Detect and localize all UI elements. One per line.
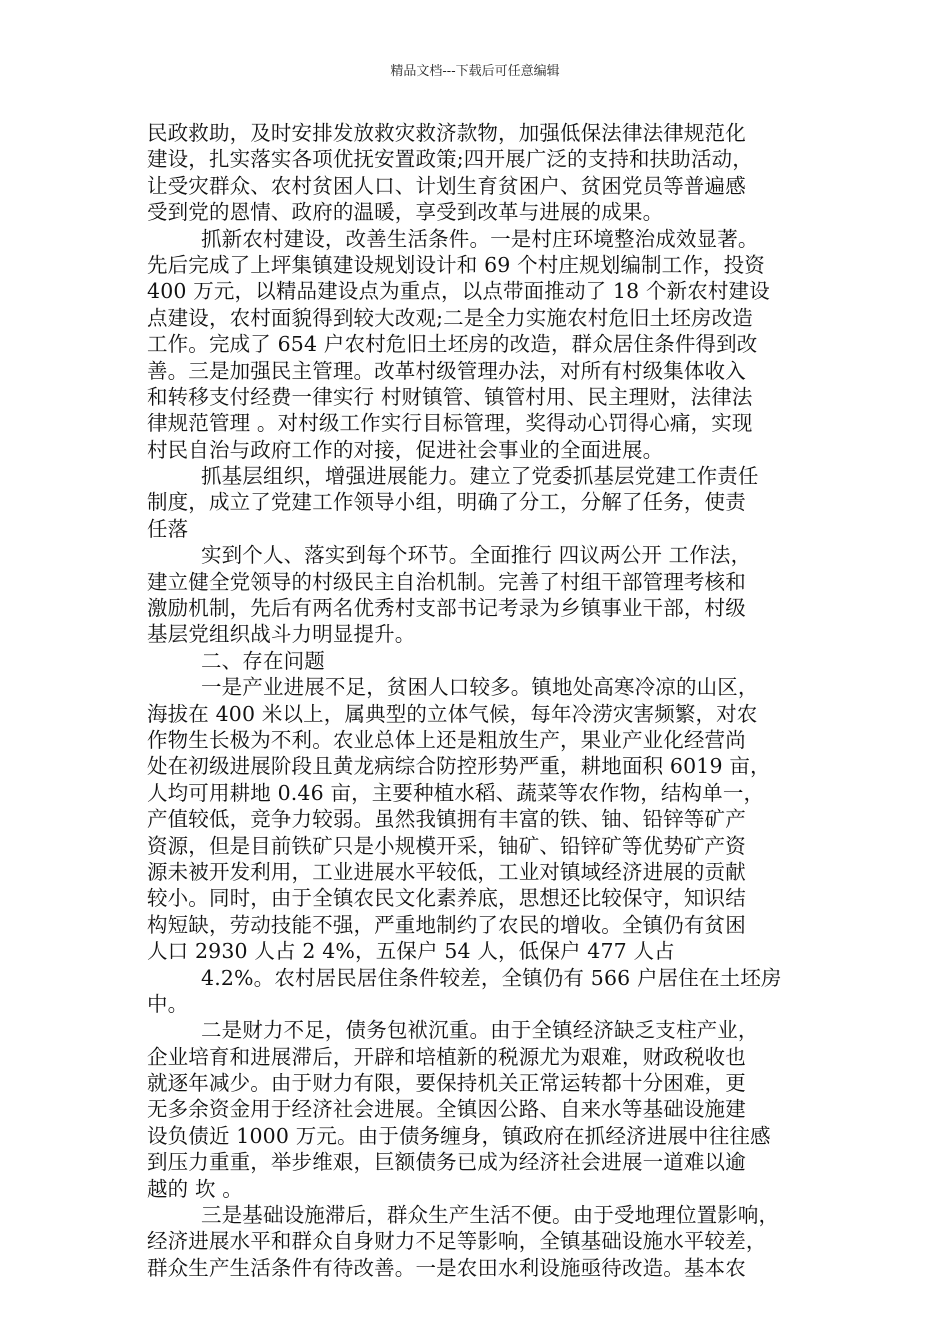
text-line: 中。: [147, 991, 189, 1016]
text-line: 三是基础设施滞后，群众生产生活不便。由于受地理位置影响，: [201, 1203, 780, 1228]
text-line: 人均可用耕地 0.46 亩，主要种植水稻、蔬菜等农作物，结构单一，: [147, 780, 765, 805]
text-line: 建设，扎实落实各项优抚安置政策;四开展广泛的支持和扶助活动，: [147, 147, 753, 172]
text-line: 构短缺，劳动技能不强，严重地制约了农民的增收。全镇仍有贫困: [147, 912, 746, 937]
text-line: 设负债近 1000 万元。由于债务缠身，镇政府在抓经济进展中往往感: [147, 1123, 771, 1148]
text-line: 和转移支付经费一律实行 村财镇管、镇管村用、民主理财，法律法: [147, 384, 753, 409]
text-line: 让受灾群众、农村贫困人口、计划生育贫困户、贫困党员等普遍感: [147, 173, 746, 198]
text-line: 群众生产生活条件有待改善。一是农田水利设施亟待改造。基本农: [147, 1255, 746, 1280]
text-line: 二、存在问题: [201, 648, 325, 673]
text-line: 建立健全党领导的村级民主自治机制。完善了村组干部管理考核和: [147, 569, 746, 594]
document-body: [147, 120, 827, 1281]
text-line: 点建设，农村面貌得到较大改观;二是全力实施农村危旧土坯房改造: [147, 305, 753, 330]
text-line: 抓基层组织，增强进展能力。建立了党委抓基层党建工作责任: [201, 464, 759, 489]
text-line: 二是财力不足，债务包袱沉重。由于全镇经济缺乏支柱产业，: [201, 1018, 759, 1043]
text-line: 无多余资金用于经济社会进展。全镇因公路、自来水等基础设施建: [147, 1097, 746, 1122]
text-line: 一是产业进展不足，贫困人口较多。镇地处高寒冷凉的山区，: [201, 675, 759, 700]
text-line: 人口 2930 人占 2 4%，五保户 54 人，低保户 477 人占: [147, 939, 675, 964]
text-line: 制度，成立了党建工作领导小组，明确了分工，分解了任务，使责: [147, 490, 746, 515]
page-header: 精品文档---下载后可任意编辑: [390, 64, 560, 79]
text-line: 基层党组织战斗力明显提升。: [147, 622, 416, 647]
text-line: 作物生长极为不利。农业总体上还是粗放生产，果业产业化经营尚: [147, 727, 746, 752]
text-line: 产值较低，竞争力较弱。虽然我镇拥有丰富的铁、铀、铅锌等矿产: [147, 807, 746, 832]
text-line: 海拔在 400 米以上，属典型的立体气候，每年冷涝灾害频繁，对农: [147, 701, 758, 726]
text-line: 民政救助，及时安排发放救灾救济款物，加强低保法律法律规范化: [147, 121, 746, 145]
text-line: 就逐年减少。由于财力有限，要保持机关正常运转都十分困难，更: [147, 1071, 746, 1096]
text-line: 抓新农村建设，改善生活条件。一是村庄环境整治成效显著。: [201, 226, 759, 251]
text-line: 先后完成了上坪集镇建设规划设计和 69 个村庄规划编制工作，投资: [147, 252, 765, 277]
text-line: 越的 坎 。: [147, 1176, 243, 1201]
text-line: 到压力重重，举步维艰，巨额债务已成为经济社会进展一道难以逾: [147, 1150, 746, 1175]
text-line: 善。三是加强民主管理。改革村级管理办法，对所有村级集体收入: [147, 358, 746, 383]
text-line: 律规范管理 。对村级工作实行目标管理，奖得动心罚得心痛，实现: [147, 411, 753, 436]
text-line: 经济进展水平和群众自身财力不足等影响，全镇基础设施水平较差，: [147, 1229, 767, 1254]
text-line: 4.2%。农村居民居住条件较差，全镇仍有 566 户居住在土坯房: [201, 965, 782, 990]
text-line: 较小。同时，由于全镇农民文化素养底，思想还比较保守，知识结: [147, 886, 746, 911]
text-line: 工作。完成了 654 户农村危旧土坯房的改造，群众居住条件得到改: [147, 332, 758, 357]
text-line: 源未被开发利用，工业进展水平较低，工业对镇域经济进展的贡献: [147, 859, 746, 884]
text-line: 任落: [147, 516, 189, 541]
text-line: 企业培育和进展滞后，开辟和培植新的税源尤为艰难，财政税收也: [147, 1044, 746, 1069]
text-line: 受到党的恩情、政府的温暖，享受到改革与进展的成果。: [147, 200, 664, 225]
text-line: 村民自治与政府工作的对接，促进社会事业的全面进展。: [147, 437, 664, 462]
text-line: 400 万元，以精品建设点为重点，以点带面推动了 18 个新农村建设: [147, 279, 770, 304]
text-line: 实到个人、落实到每个环节。全面推行 四议两公开 工作法，: [201, 543, 752, 568]
text-line: 处在初级进展阶段且黄龙病综合防控形势严重，耕地面积 6019 亩，: [147, 754, 771, 779]
text-line: 激励机制，先后有两名优秀村支部书记考录为乡镇事业干部，村级: [147, 596, 746, 621]
text-line: 资源，但是目前铁矿只是小规模开采，铀矿、铅锌矿等优势矿产资: [147, 833, 746, 858]
